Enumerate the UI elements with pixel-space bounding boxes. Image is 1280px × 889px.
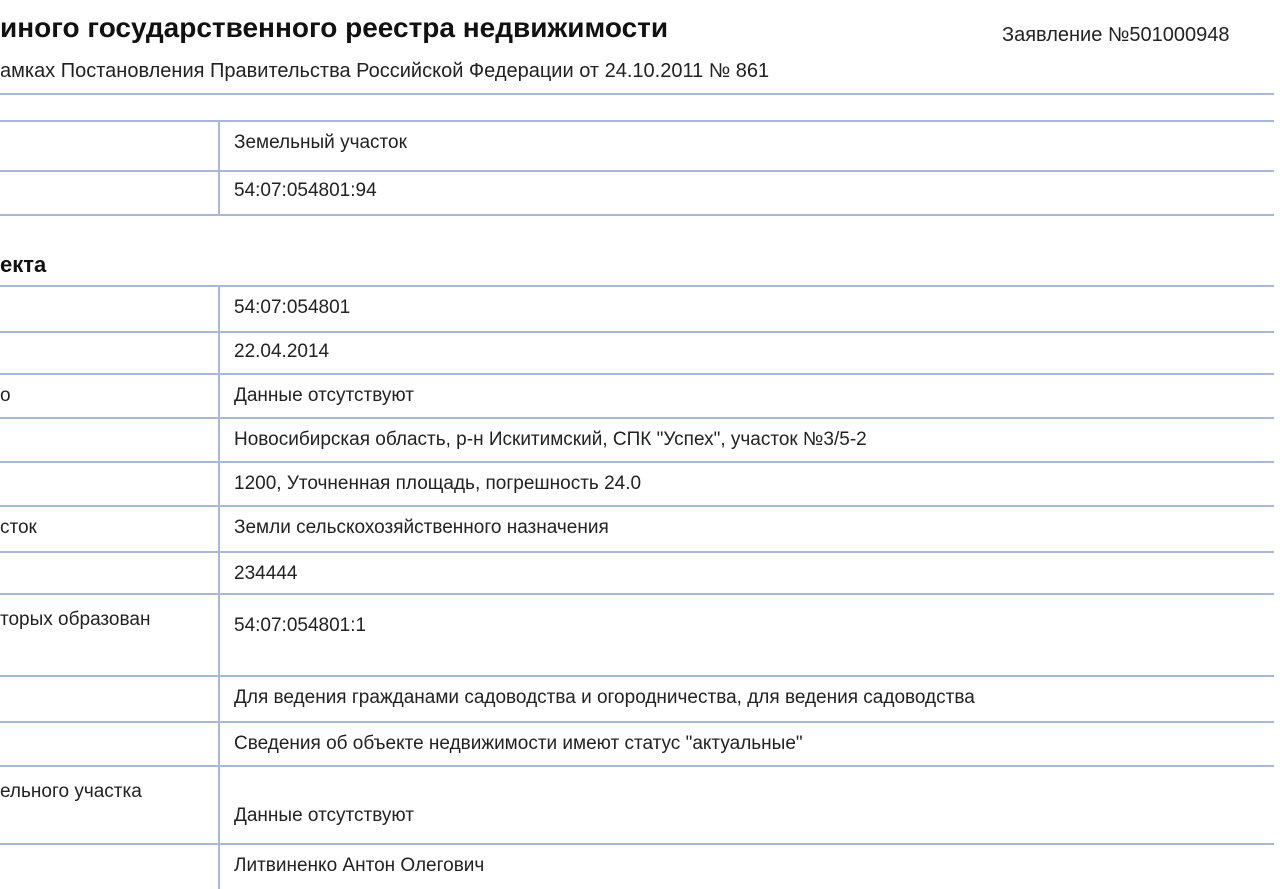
- row-value: 54:07:054801:1: [234, 615, 367, 636]
- table-row: [0, 723, 1274, 767]
- row-value: Данные отсутствуют: [234, 385, 414, 406]
- row-value: 234444: [234, 563, 298, 584]
- row-value: Литвиненко Антон Олегович: [234, 855, 485, 876]
- row-value: Данные отсутствуют: [234, 805, 414, 826]
- row-value: Сведения об объекте недвижимости имеют статус "актуальные": [234, 733, 803, 754]
- table-row: [0, 507, 1274, 553]
- row-label: ельного участка: [0, 767, 220, 843]
- table-row: [0, 285, 1274, 333]
- row-label: [0, 331, 220, 373]
- table-row: [0, 845, 1274, 889]
- row-value: Земельный участок: [234, 132, 407, 153]
- application-number: Заявление №501000948: [1002, 24, 1230, 46]
- section-heading: екта: [0, 252, 47, 277]
- table-row: [0, 677, 1274, 723]
- table-row: [0, 463, 1274, 507]
- row-value: Земли сельскохозяйственного назначения: [234, 517, 609, 538]
- row-label: [0, 845, 220, 889]
- row-value: 22.04.2014: [234, 341, 330, 362]
- table-row: [0, 595, 1274, 677]
- table-row: [0, 170, 1274, 216]
- row-label: [0, 170, 220, 214]
- table-row: [0, 120, 1274, 172]
- row-value: 1200, Уточненная площадь, погрешность 24.0: [234, 473, 642, 494]
- row-value: Новосибирская область, р-н Искитимский, СПК "Успех", участок №3/5-2: [234, 429, 867, 450]
- document-title: иного государственного реестра недвижимости: [0, 12, 669, 43]
- row-label: торых образован: [0, 595, 220, 675]
- table-row: [0, 553, 1274, 595]
- table-row: [0, 375, 1274, 419]
- row-label: сток: [0, 507, 220, 551]
- row-label: [0, 553, 220, 593]
- row-label: [0, 463, 220, 505]
- row-label: [0, 287, 220, 331]
- row-label: [0, 122, 220, 170]
- table-row: [0, 419, 1274, 463]
- row-label: о: [0, 375, 220, 417]
- table-row: [0, 331, 1274, 375]
- row-value: 54:07:054801:94: [234, 180, 377, 201]
- row-label: [0, 677, 220, 721]
- row-value: 54:07:054801: [234, 297, 351, 318]
- row-label: [0, 723, 220, 765]
- row-value: Для ведения гражданами садоводства и огородничества, для ведения садоводства: [234, 687, 975, 708]
- header-divider: [0, 93, 1274, 95]
- row-label: [0, 419, 220, 461]
- table-row: [0, 767, 1274, 845]
- document-subtitle: амках Постановления Правительства Российской Федерации от 24.10.2011 № 861: [0, 60, 770, 82]
